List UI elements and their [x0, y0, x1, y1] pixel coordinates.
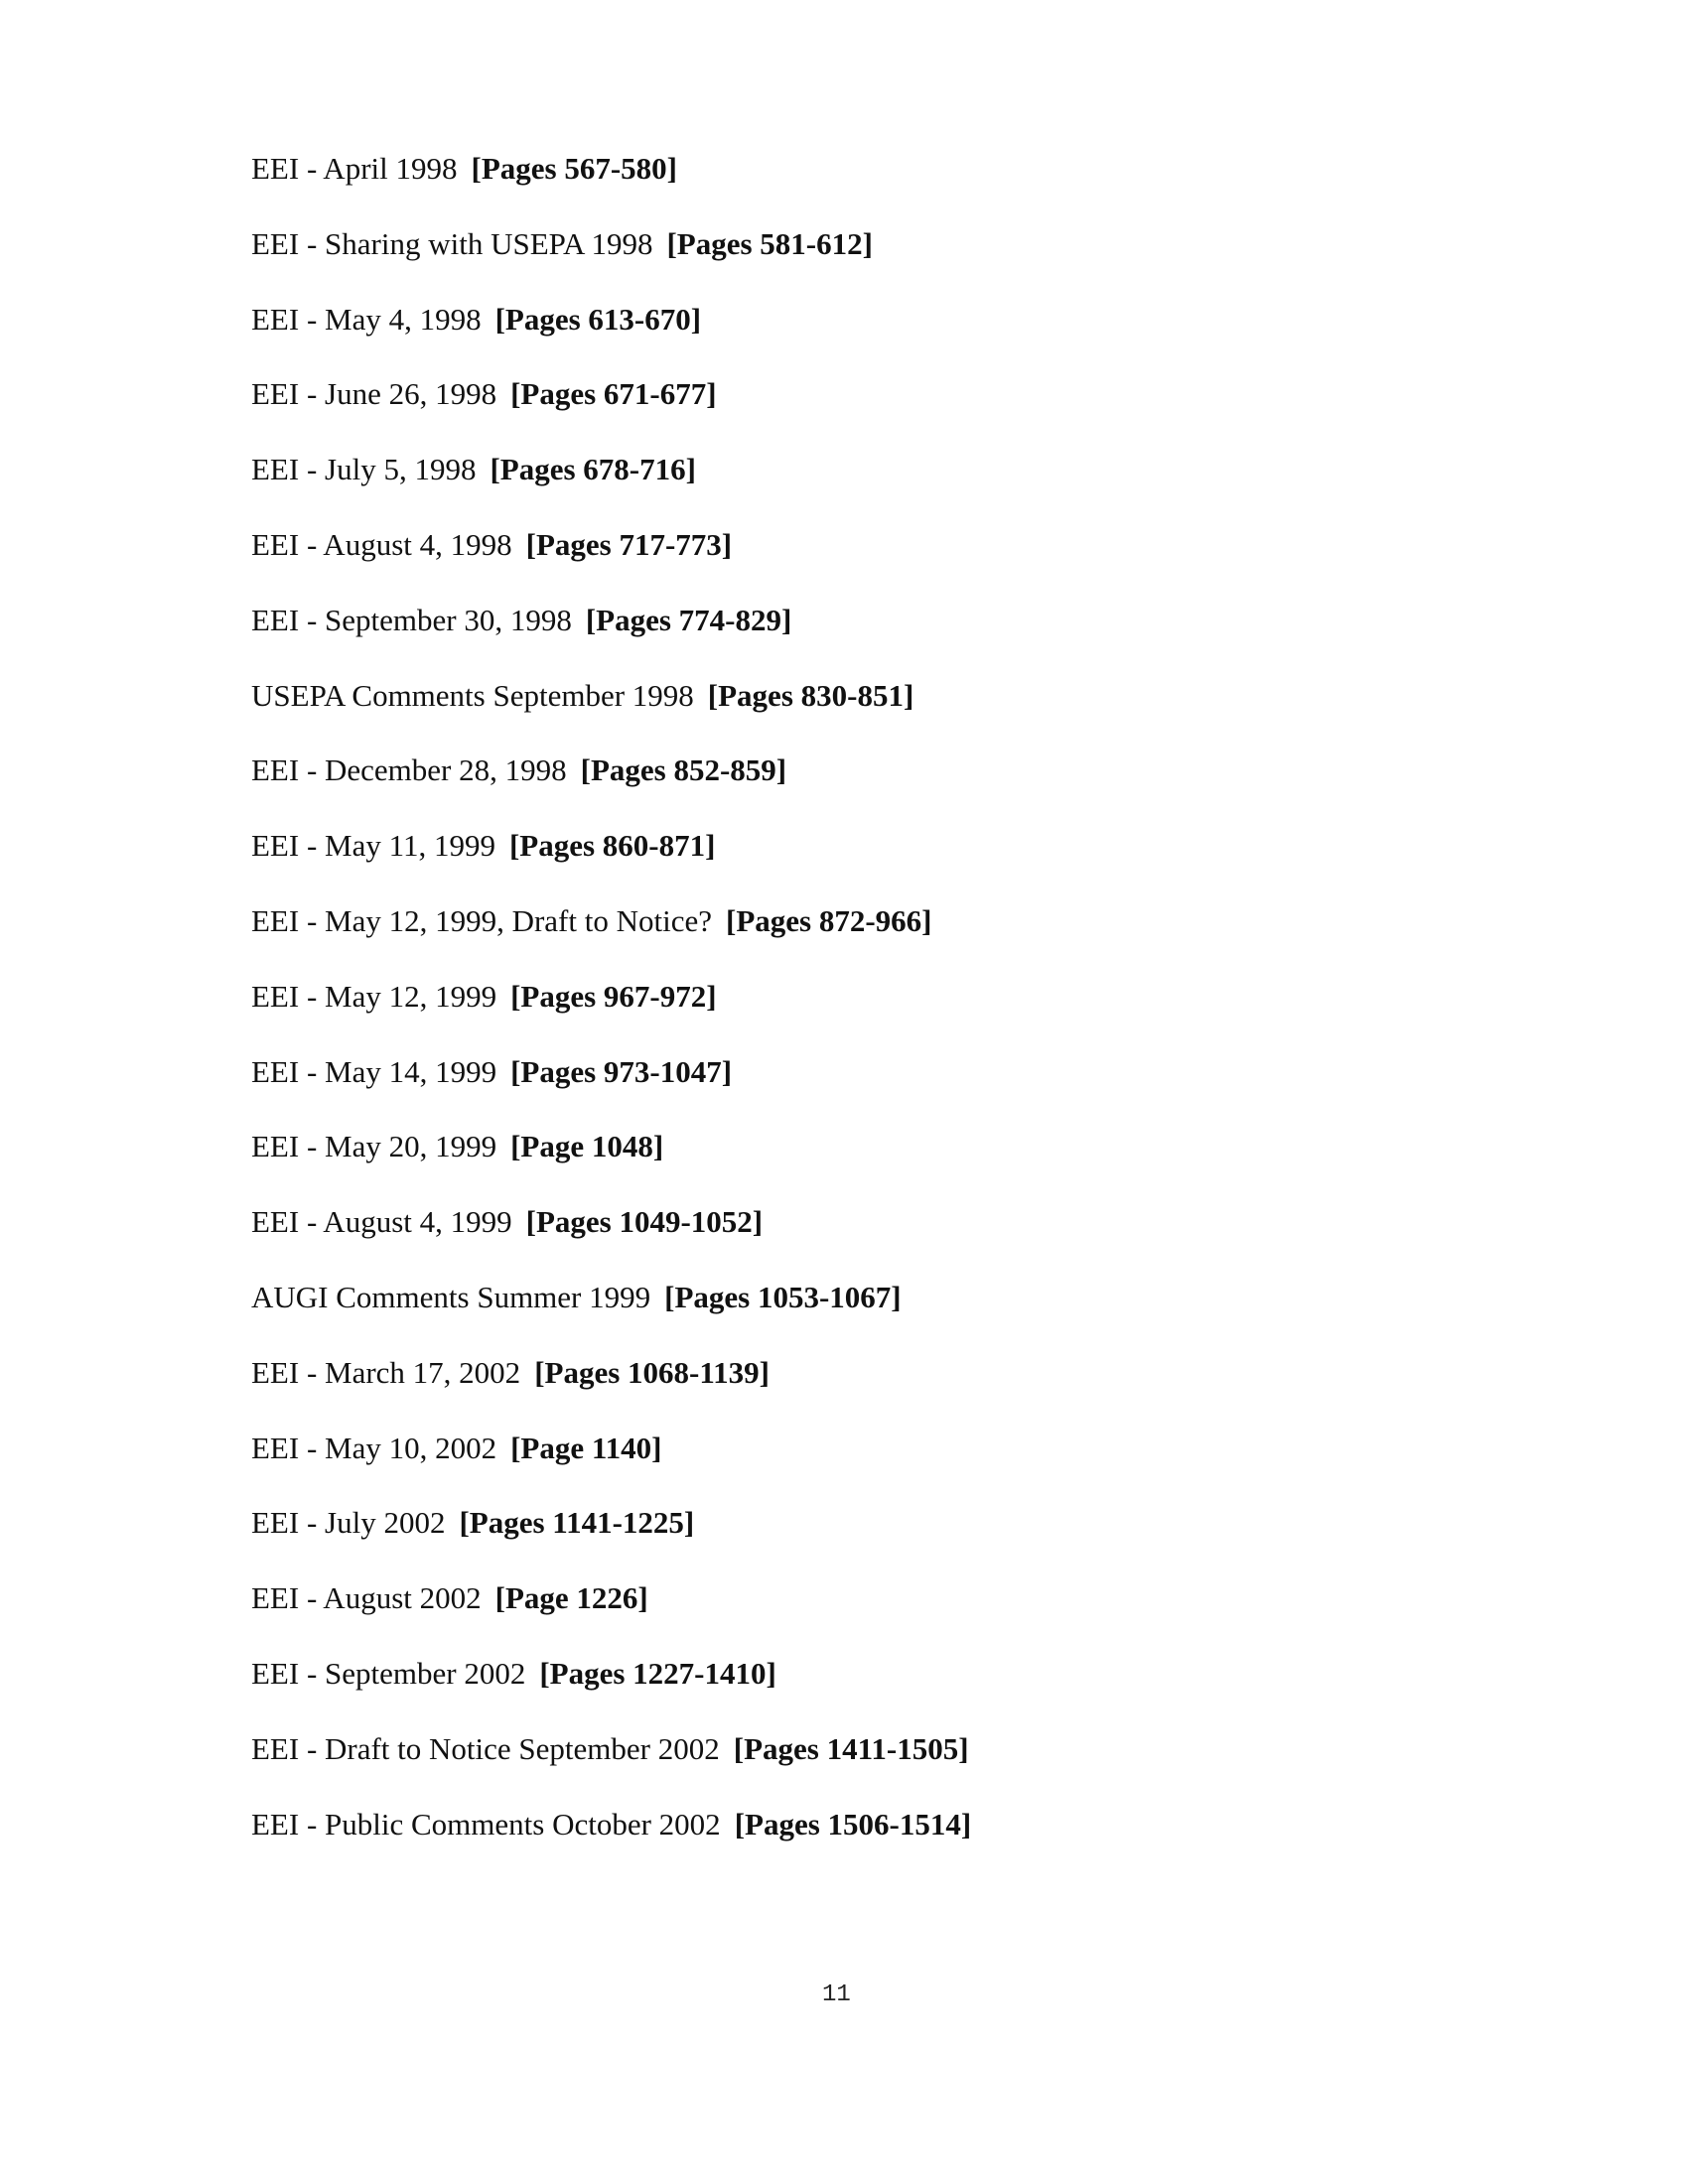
entry-title: EEI - December 28, 1998 [251, 752, 567, 788]
document-index-list [251, 149, 971, 1879]
list-item [251, 901, 971, 977]
entry-pages: [Pages 860-871] [508, 828, 716, 864]
list-item [251, 601, 971, 676]
list-item [251, 1202, 971, 1278]
entry-title: EEI - May 12, 1999, Draft to Notice? [251, 902, 713, 938]
list-item [251, 374, 971, 450]
entry-title: EEI - September 30, 1998 [251, 602, 572, 637]
list-item [251, 826, 971, 901]
entry-title: AUGI Comments Summer 1999 [251, 1279, 651, 1314]
entry-title: EEI - March 17, 2002 [251, 1354, 521, 1390]
entry-pages: [Pages 852-859] [580, 752, 787, 788]
list-item [251, 149, 971, 224]
list-item [251, 1729, 971, 1805]
entry-title: EEI - May 4, 1998 [251, 301, 482, 337]
list-item [251, 676, 971, 751]
entry-pages: [Page 1226] [494, 1580, 648, 1616]
entry-pages: [Pages 973-1047] [510, 1053, 733, 1089]
list-item [251, 300, 971, 375]
entry-title: EEI - Sharing with USEPA 1998 [251, 225, 653, 261]
list-item [251, 1127, 971, 1202]
list-item [251, 977, 971, 1052]
entry-title: EEI - August 4, 1998 [251, 526, 512, 562]
entry-pages: [Page 1140] [510, 1430, 662, 1465]
list-item [251, 1654, 971, 1729]
entry-pages: [Pages 581-612] [666, 225, 873, 261]
entry-pages: [Pages 830-851] [707, 677, 914, 713]
entry-pages: [Pages 1141-1225] [459, 1505, 695, 1541]
entry-title: EEI - May 11, 1999 [251, 828, 495, 864]
entry-title: EEI - April 1998 [251, 151, 458, 186]
list-item [251, 525, 971, 601]
entry-title: EEI - May 10, 2002 [251, 1430, 497, 1465]
entry-pages: [Page 1048] [510, 1129, 664, 1164]
entry-title: USEPA Comments September 1998 [251, 677, 694, 713]
entry-pages: [Pages 567-580] [471, 151, 677, 186]
list-item [251, 1429, 971, 1504]
entry-title: EEI - August 2002 [251, 1580, 482, 1616]
entry-title: EEI - June 26, 1998 [251, 376, 497, 412]
list-item [251, 1578, 971, 1654]
entry-title: EEI - August 4, 1999 [251, 1204, 512, 1240]
list-item [251, 1353, 971, 1429]
entry-pages: [Pages 774-829] [585, 602, 792, 637]
entry-pages: [Pages 717-773] [525, 526, 733, 562]
entry-pages: [Pages 1068-1139] [534, 1354, 770, 1390]
entry-title: EEI - September 2002 [251, 1655, 526, 1691]
entry-title: EEI - Draft to Notice September 2002 [251, 1730, 720, 1766]
entry-pages: [Pages 678-716] [490, 452, 696, 487]
list-item [251, 1052, 971, 1128]
list-item [251, 1805, 971, 1880]
entry-title: EEI - July 5, 1998 [251, 452, 477, 487]
list-item [251, 224, 971, 300]
list-item [251, 751, 971, 826]
list-item [251, 450, 971, 525]
page-number: 11 [822, 1981, 851, 2008]
list-item [251, 1503, 971, 1578]
entry-pages: [Pages 1049-1052] [525, 1204, 764, 1240]
entry-title: EEI - May 14, 1999 [251, 1053, 497, 1089]
entry-title: EEI - May 20, 1999 [251, 1129, 497, 1164]
entry-pages: [Pages 1411-1505] [733, 1730, 969, 1766]
entry-title: EEI - Public Comments October 2002 [251, 1806, 721, 1842]
entry-title: EEI - July 2002 [251, 1505, 446, 1541]
entry-pages: [Pages 1053-1067] [664, 1279, 902, 1314]
entry-pages: [Pages 967-972] [510, 978, 717, 1014]
entry-pages: [Pages 872-966] [726, 902, 932, 938]
entry-pages: [Pages 1227-1410] [539, 1655, 776, 1691]
entry-pages: [Pages 671-677] [510, 376, 717, 412]
entry-pages: [Pages 1506-1514] [734, 1806, 972, 1842]
list-item [251, 1278, 971, 1353]
entry-pages: [Pages 613-670] [494, 301, 702, 337]
entry-title: EEI - May 12, 1999 [251, 978, 497, 1014]
